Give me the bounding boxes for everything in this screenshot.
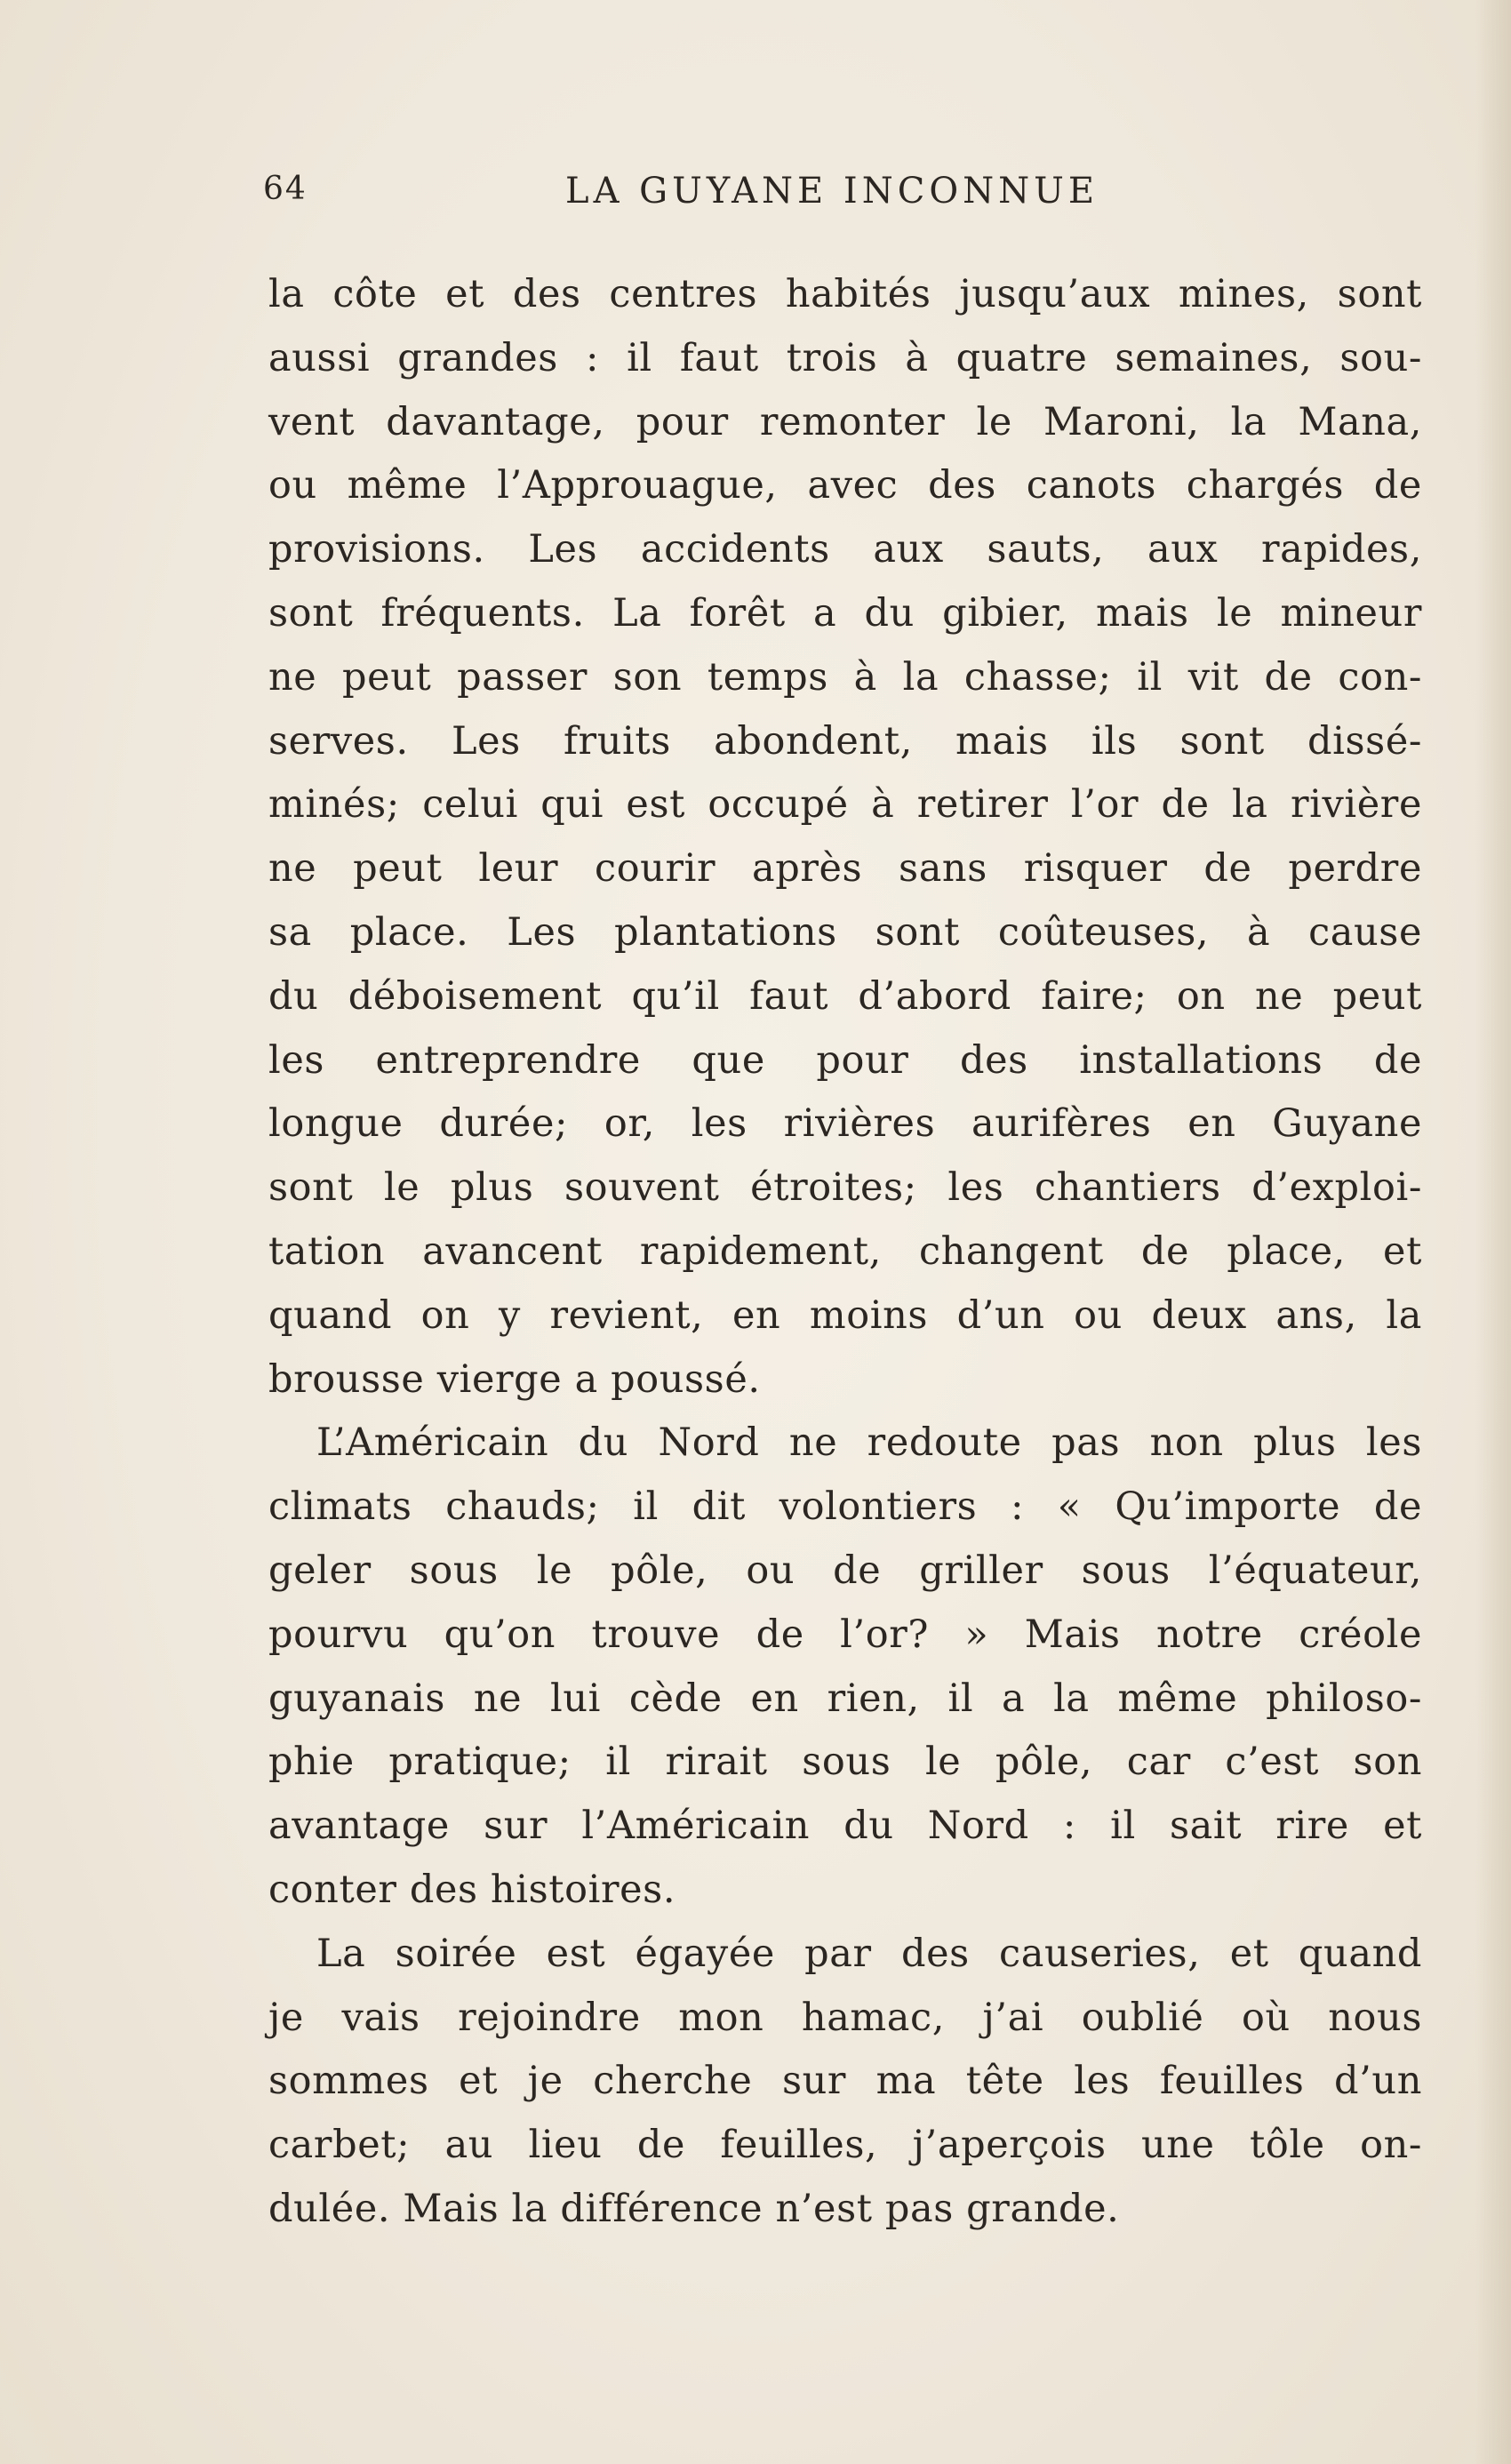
text-line: je vais rejoindre mon hamac, j’ai oublié où nous — [268, 1995, 1422, 2040]
text-line: serves. Les fruits abondent, mais ils sont dissé- — [268, 718, 1422, 764]
text-line: ne peut passer son temps à la chasse; il vit de con- — [268, 654, 1422, 700]
text-line: ne peut leur courir après sans risquer de perdre — [268, 846, 1422, 892]
text-line: longue durée; or, les rivières aurifères en Guyane — [268, 1101, 1422, 1147]
text-line: pourvu qu’on trouve de l’or? » Mais notre créole — [268, 1612, 1422, 1657]
text-line: sa place. Les plantations sont coûteuses, à cause — [268, 909, 1422, 955]
text-line: conter des histoires. — [268, 1867, 676, 1912]
running-header — [263, 171, 1422, 224]
paragraph-2 — [268, 1412, 1422, 1922]
text-line: provisions. Les accidents aux sauts, aux rapides, — [268, 527, 1422, 572]
text-line: la côte et des centres habités jusqu’aux mines, sont — [268, 272, 1422, 316]
body-text — [268, 263, 1422, 2242]
text-line: vent davantage, pour remonter le Maroni, la Mana, — [268, 399, 1422, 444]
text-line: dulée. Mais la différence n’est pas grande. — [268, 2186, 1120, 2231]
text-line: sont fréquents. La forêt a du gibier, mais le mineur — [268, 590, 1422, 636]
page-edge-shadow — [1475, 0, 1511, 2464]
text-line: carbet; au lieu de feuilles, j’aperçois une tôle on- — [268, 2123, 1422, 2168]
text-line: phie pratique; il rirait sous le pôle, car c’est son — [268, 1740, 1422, 1785]
text-line: La soirée est égayée par des causeries, et quand — [316, 1931, 1422, 1976]
text-line: guyanais ne lui cède en rien, il a la même philoso- — [268, 1676, 1422, 1721]
page-number: 64 — [263, 171, 308, 207]
text-line: avantage sur l’Américain du Nord : il sait rire et — [268, 1804, 1422, 1849]
paragraph-1 — [268, 263, 1422, 1412]
text-line: du déboisement qu’il faut d’abord faire; on ne peut — [268, 973, 1422, 1019]
text-line: sommes et je cherche sur ma tête les feuilles d’un — [268, 2059, 1422, 2104]
text-line: L’Américain du Nord ne redoute pas non plus les — [316, 1420, 1422, 1466]
text-line: brousse vierge a poussé. — [268, 1356, 761, 1402]
running-title: LA GUYANE INCONNUE — [565, 171, 1099, 212]
text-line: tation avancent rapidement, changent de place, et — [268, 1228, 1422, 1274]
text-line: minés; celui qui est occupé à retirer l’or de la rivière — [268, 782, 1422, 828]
text-line: les entreprendre que pour des installations de — [268, 1037, 1422, 1083]
text-line: aussi grandes : il faut trois à quatre semaines, sou- — [268, 335, 1422, 380]
text-line: sont le plus souvent étroites; les chantiers d’exploi- — [268, 1165, 1422, 1211]
text-line: ou même l’Approuague, avec des canots chargés de — [268, 463, 1422, 508]
text-line: geler sous le pôle, ou de griller sous l’équateur, — [268, 1548, 1422, 1593]
text-line: climats chauds; il dit volontiers : « Qu’importe de — [268, 1484, 1422, 1530]
text-line: quand on y revient, en moins d’un ou deux ans, la — [268, 1292, 1422, 1338]
paragraph-3 — [268, 1923, 1422, 2242]
